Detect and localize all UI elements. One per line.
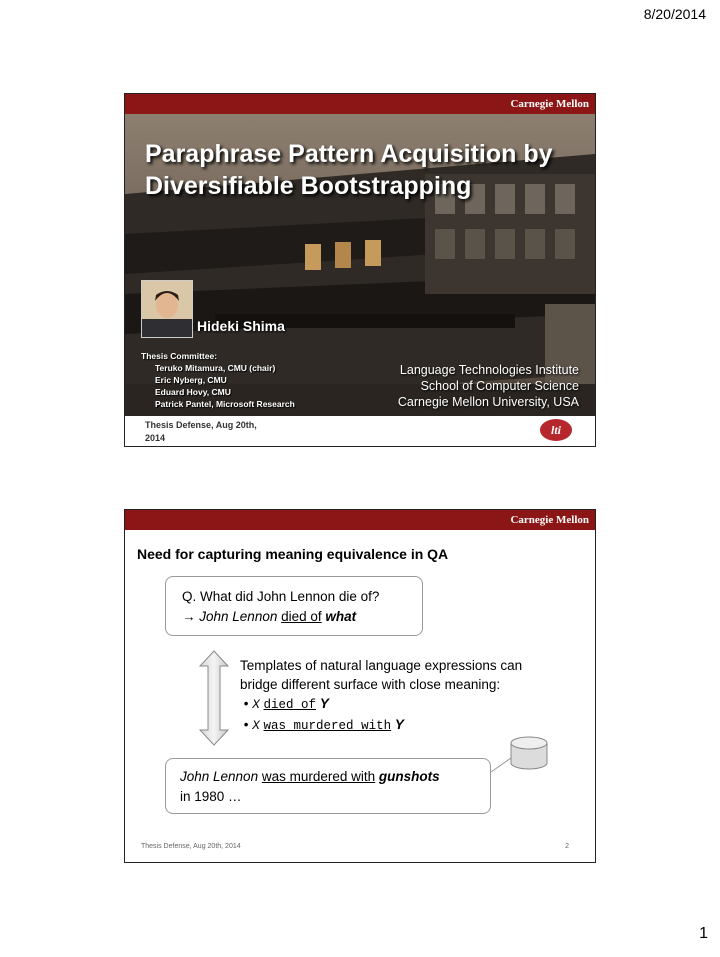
template-relation: was murdered with [263,719,392,733]
templates-explanation [240,656,522,736]
title-line: Paraphrase Pattern Acquisition by [145,140,553,168]
template-y: Y [319,696,329,711]
template-item [240,715,522,736]
page-date: 8/20/2014 [643,6,706,22]
carnegie-mellon-banner: Carnegie Mellon [125,510,595,530]
footer-text [145,419,257,445]
bullet: • [243,717,249,732]
carnegie-mellon-banner: Carnegie Mellon [125,94,595,114]
templates-line: Templates of natural language expressions can [240,658,523,673]
template-item [240,694,522,715]
committee-member: Eduard Hovy, CMU [155,387,231,397]
footer-line: 2014 [145,433,166,443]
committee-member: Patrick Pantel, Microsoft Research [155,399,295,409]
presenter-name: Hideki Shima [197,318,285,334]
committee-member: Teruko Mitamura, CMU (chair) [155,363,276,373]
double-arrow-icon [199,650,229,746]
title-slide [124,93,596,447]
right-arrow-icon: → [182,609,196,624]
presenter-photo [141,280,193,338]
slide-title: Need for capturing meaning equivalence in QA [137,546,449,562]
institute-line: School of Computer Science [420,379,579,393]
answer-line [180,767,490,787]
committee-member: Eric Nyberg, CMU [155,375,227,385]
footer-line: Thesis Defense, Aug 20th, [145,420,257,430]
institute-line: Carnegie Mellon University, USA [397,395,579,409]
pattern-y: what [325,609,357,624]
thesis-committee [141,350,295,410]
answer-tail: in 1980 … [180,789,242,804]
question-box [165,576,423,636]
question-text: Q. What did John Lennon die of? [182,589,380,604]
slide-title [145,138,585,202]
pattern-relation: died of [281,609,322,624]
template-y: Y [394,717,404,732]
database-icon [509,736,549,770]
title-line: Diversifiable Bootstrapping [145,172,472,200]
template-x: X [252,698,260,712]
answer-relation: was murdered with [261,769,376,784]
lti-logo-text: lti [550,423,562,437]
page-number: 1 [699,925,708,942]
question-pattern [182,607,422,627]
answer-y: gunshots [378,769,440,784]
bullet: • [243,696,249,711]
lti-logo [539,418,573,442]
template-x: X [252,719,260,733]
institute-line: Language Technologies Institute [399,363,579,377]
templates-line: bridge different surface with close meaning: [240,677,501,692]
pattern-x: John Lennon [199,609,278,624]
committee-heading: Thesis Committee: [141,351,218,361]
answer-x: John Lennon [180,769,259,784]
slide-number: 2 [565,843,569,850]
slide-footer [125,416,595,446]
template-relation: died of [263,698,317,712]
content-slide [124,509,596,863]
slide-footer-text: Thesis Defense, Aug 20th, 2014 [141,843,241,850]
institute-info [398,362,579,410]
answer-box [165,758,491,814]
